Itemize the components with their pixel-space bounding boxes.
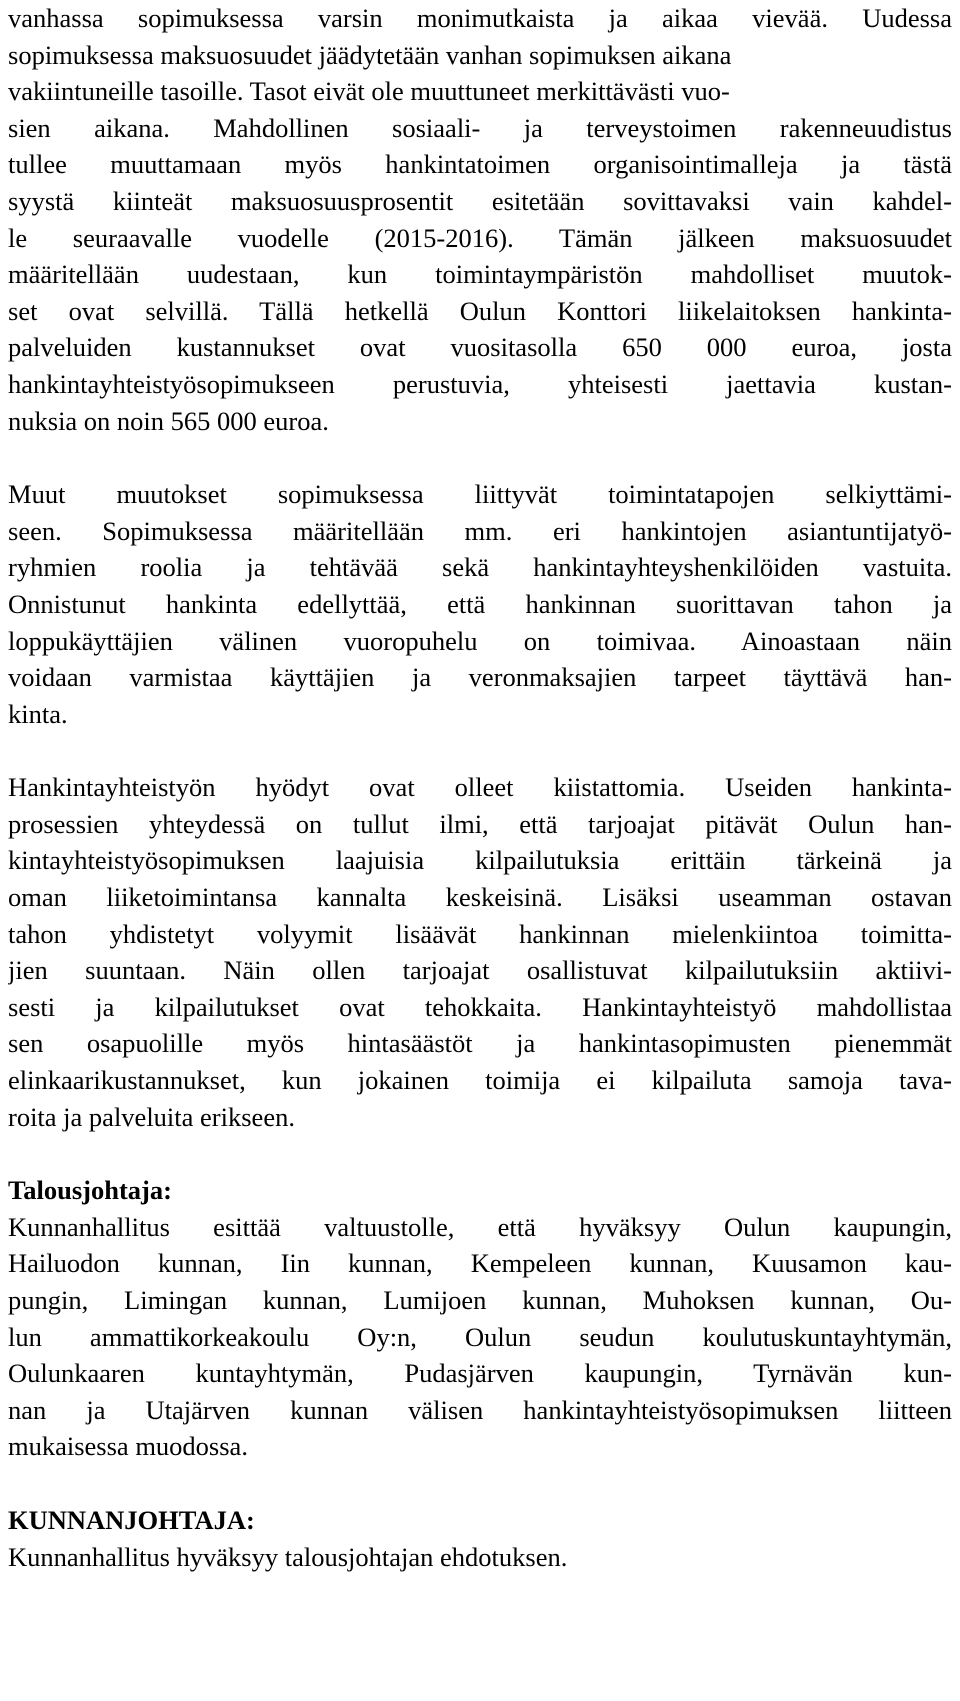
text-line: sien aikana. Mahdollinen sosiaali- ja terveystoimen rakenneuudistus — [8, 112, 952, 143]
text-line: seen. Sopimuksessa määritellään mm. eri hankintojen asiantuntijatyö- — [8, 515, 952, 546]
text-line: voidaan varmistaa käyttäjien ja veronmaksajien tarpeet täyttävä han- — [8, 662, 952, 693]
section-kunnanjohtaja — [8, 1502, 952, 1575]
text-line: Muut muutokset sopimuksessa liittyvät toimintatapojen selkiyttämi- — [8, 479, 952, 510]
text-line: tullee muuttamaan myös hankintatoimen organisointimalleja ja tästä — [8, 149, 952, 180]
text-line: tahon yhdistetyt volyymit lisäävät hankinnan mielenkiintoa toimitta- — [8, 918, 952, 949]
section-talousjohtaja — [8, 1172, 952, 1465]
text-line: sesti ja kilpailutukset ovat tehokkaita. Hankintayhteistyö mahdollistaa — [8, 991, 952, 1022]
text-line: Onnistunut hankinta edellyttää, että hankinnan suorittavan tahon ja — [8, 588, 952, 619]
document-page — [8, 0, 952, 1575]
text-line: Hailuodon kunnan, Iin kunnan, Kempeleen kunnan, Kuusamon kau- — [8, 1248, 952, 1279]
text-line: oman liiketoimintansa kannalta keskeisinä. Lisäksi useamman ostavan — [8, 882, 952, 913]
section-heading: Talousjohtaja: — [8, 1175, 172, 1206]
paragraph-gap — [8, 732, 952, 769]
text-line: kintayhteistyösopimuksen laajuisia kilpailutuksia erittäin tärkeinä ja — [8, 845, 952, 876]
text-line: sen osapuolille myös hintasäästöt ja hankintasopimusten pienemmät — [8, 1028, 952, 1059]
section-heading: KUNNANJOHTAJA: — [8, 1504, 255, 1535]
text-line: vanhassa sopimuksessa varsin monimutkaista ja aikaa vievää. Uudessa — [8, 3, 952, 33]
text-line: set ovat selvillä. Tällä hetkellä Oulun Konttori liikelaitoksen hankinta- — [8, 295, 952, 326]
text-line: ryhmien roolia ja tehtävää sekä hankintayhteyshenkilöiden vastuita. — [8, 552, 952, 583]
text-line: hankintayhteistyösopimukseen perustuvia, yhteisesti jaettavia kustan- — [8, 368, 952, 399]
text-line: loppukäyttäjien välinen vuoropuhelu on toimivaa. Ainoastaan näin — [8, 625, 952, 656]
text-line: Kunnanhallitus hyväksyy talousjohtajan ehdotuksen. — [8, 1541, 568, 1572]
paragraph-gap — [8, 1465, 952, 1502]
text-line: pungin, Limingan kunnan, Lumijoen kunnan, Muhoksen kunnan, Ou- — [8, 1285, 952, 1315]
text-line: lun ammattikorkeakoulu Oy:n, Oulun seudun koulutuskuntayhtymän, — [8, 1321, 952, 1352]
text-line: le seuraavalle vuodelle (2015-2016). Tämän jälkeen maksuosuudet — [8, 222, 952, 253]
text-line: nan ja Utajärven kunnan välisen hankintayhteistyösopimuksen liitteen — [8, 1394, 952, 1425]
text-line: jien suuntaan. Näin ollen tarjoajat osallistuvat kilpailutuksiin aktiivi- — [8, 955, 952, 986]
text-line: nuksia on noin 565 000 euroa. — [8, 405, 329, 436]
text-line: sopimuksessa maksuosuudet jäädytetään vanhan sopimuksen aikana — [8, 39, 732, 70]
text-line: Oulunkaaren kuntayhtymän, Pudasjärven kaupungin, Tyrnävän kun- — [8, 1358, 952, 1389]
text-line: Kunnanhallitus esittää valtuustolle, että hyväksyy Oulun kaupungin, — [8, 1211, 952, 1242]
paragraph-hyodyt — [8, 769, 952, 1135]
text-line: Hankintayhteistyön hyödyt ovat olleet kiistattomia. Useiden hankinta- — [8, 772, 952, 803]
text-line: syystä kiinteät maksuosuusprosentit esitetään sovittavaksi vain kahdel- — [8, 185, 952, 216]
text-line: roita ja palveluita erikseen. — [8, 1101, 295, 1132]
text-line: mukaisessa muodossa. — [8, 1431, 248, 1462]
paragraph-gap — [8, 439, 952, 476]
text-line: elinkaarikustannukset, kun jokainen toimija ei kilpailuta samoja tava- — [8, 1065, 952, 1096]
text-line: vakiintuneille tasoille. Tasot eivät ole muuttuneet merkittävästi vuo- — [8, 76, 730, 107]
text-line: määritellään uudestaan, kun toimintaympäristön mahdolliset muutok- — [8, 259, 952, 290]
paragraph-muut-muutokset — [8, 476, 952, 732]
paragraph-gap — [8, 1135, 952, 1172]
paragraph-maksuosuudet — [8, 0, 952, 439]
text-line: kinta. — [8, 698, 68, 729]
text-line: prosessien yhteydessä on tullut ilmi, että tarjoajat pitävät Oulun han- — [8, 808, 952, 839]
text-line: palveluiden kustannukset ovat vuositasolla 650 000 euroa, josta — [8, 332, 952, 363]
